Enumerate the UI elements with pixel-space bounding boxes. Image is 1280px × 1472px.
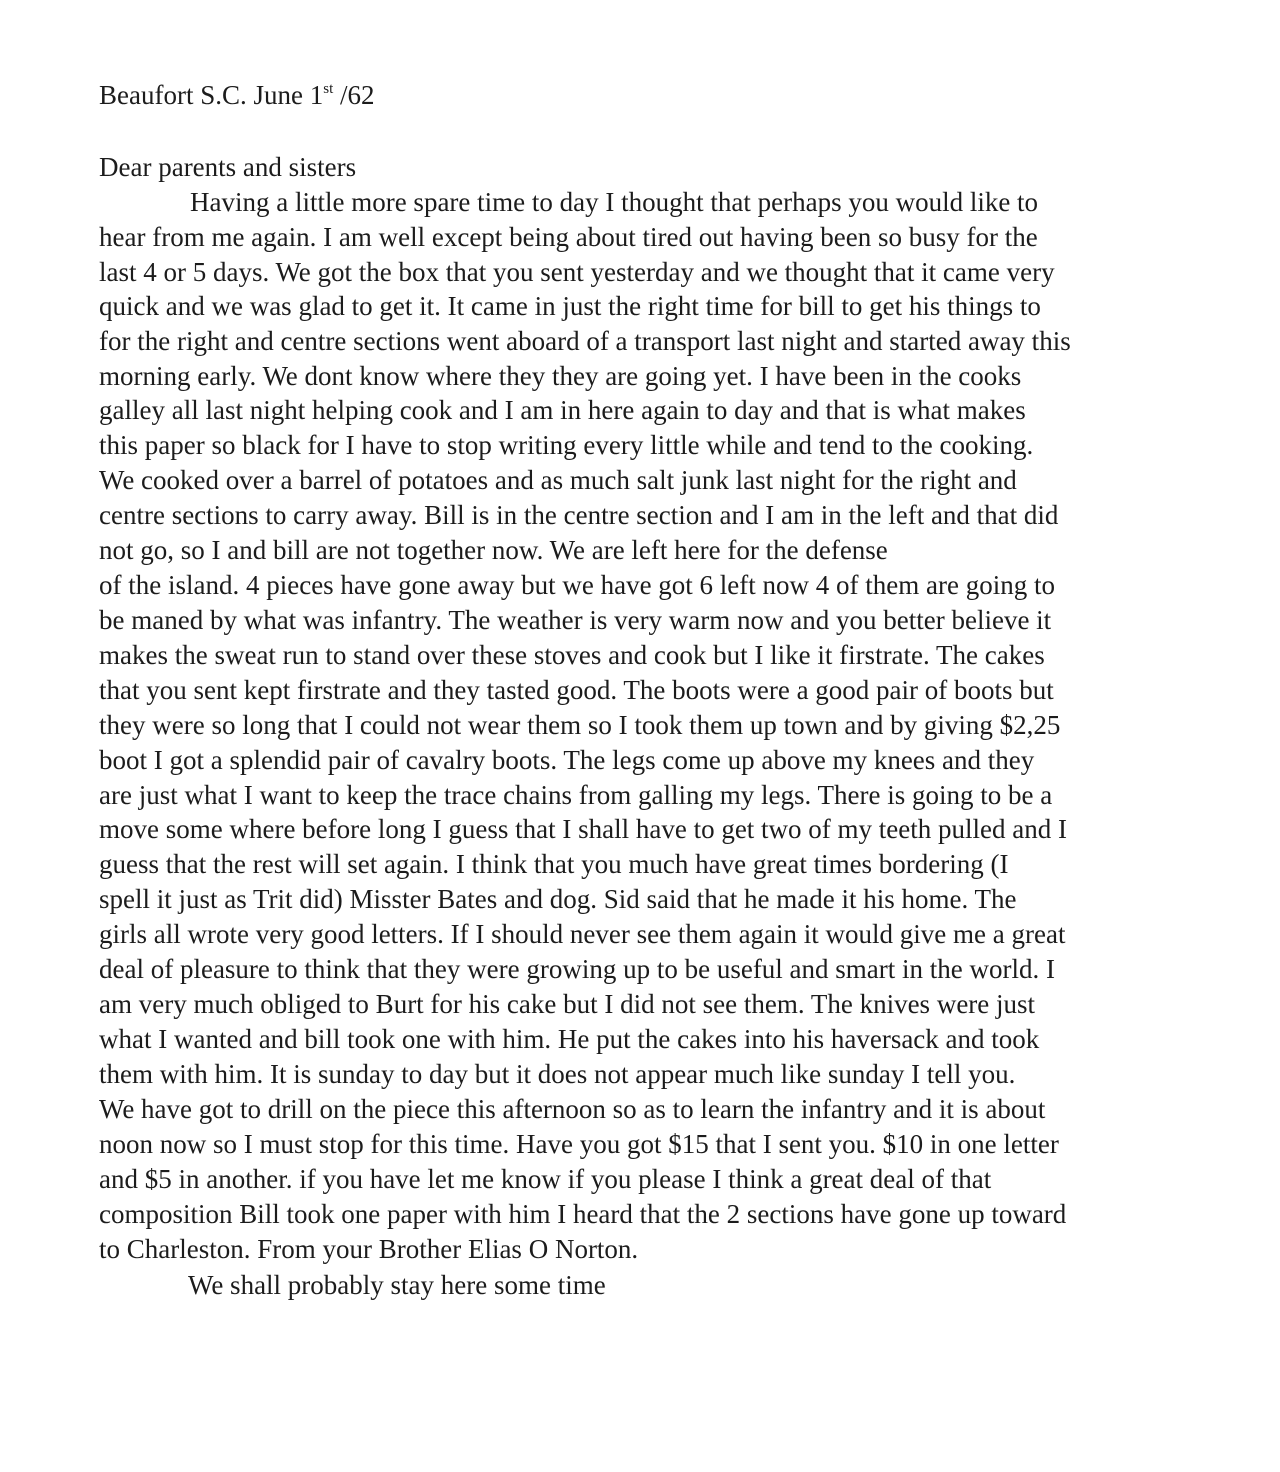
date-ordinal-superscript: st	[323, 81, 334, 97]
letter-line: are just what I want to keep the trace chains from galling my legs. There is going to be a	[99, 780, 1053, 810]
letter-line: move some where before long I guess that I shall have to get two of my teeth pulled and I	[99, 814, 1067, 844]
letter-postscript: We shall probably stay here some time	[188, 1270, 606, 1300]
letter-line: what I wanted and bill took one with him. He put the cakes into his haversack and took	[99, 1024, 1040, 1054]
letter-salutation: Dear parents and sisters	[99, 152, 357, 182]
letter-line: them with him. It is sunday to day but it does not appear much like sunday I tell you.	[99, 1059, 1016, 1089]
letter-line: quick and we was glad to get it. It came in just the right time for bill to get his things to	[99, 291, 1041, 321]
letter-line: guess that the rest will set again. I think that you much have great times bordering (I	[99, 849, 1009, 879]
letter-line: morning early. We dont know where they they are going yet. I have been in the cooks	[99, 361, 1022, 391]
letter-line: We cooked over a barrel of potatoes and as much salt junk last night for the right and	[99, 465, 1017, 495]
letter-place-date: Beaufort S.C. June 1	[99, 80, 324, 110]
letter-line: for the right and centre sections went aboard of a transport last night and started away this	[99, 326, 1071, 356]
letter-line: of the island. 4 pieces have gone away but we have got 6 left now 4 of them are going to	[99, 570, 1055, 600]
letter-line: spell it just as Trit did) Misster Bates and dog. Sid said that he made it his home. The	[99, 884, 1017, 914]
letter-line: centre sections to carry away. Bill is in the centre section and I am in the left and that did	[99, 500, 1059, 530]
letter-line: am very much obliged to Burt for his cake but I did not see them. The knives were just	[99, 989, 1036, 1019]
letter-line: they were so long that I could not wear them so I took them up town and by giving $2,25	[99, 710, 1061, 740]
letter-line: hear from me again. I am well except being about tired out having been so busy for the	[99, 222, 1038, 252]
letter-signature-line: to Charleston. From your Brother Elias O Norton.	[99, 1234, 639, 1264]
letter-line: We have got to drill on the piece this afternoon so as to learn the infantry and it is about	[99, 1094, 1046, 1124]
letter-line: girls all wrote very good letters. If I should never see them again it would give me a great	[99, 919, 1066, 949]
letter-line: not go, so I and bill are not together now. We are left here for the defense	[99, 535, 888, 565]
letter-line: that you sent kept firstrate and they tasted good. The boots were a good pair of boots but	[99, 675, 1054, 705]
letter-line: noon now so I must stop for this time. Have you got $15 that I sent you. $10 in one letter	[99, 1129, 1059, 1159]
letter-line: makes the sweat run to stand over these stoves and cook but I like it firstrate. The cakes	[99, 640, 1045, 670]
letter-line: and $5 in another. if you have let me know if you please I think a great deal of that	[99, 1164, 992, 1194]
letter-line: this paper so black for I have to stop writing every little while and tend to the cooking.	[99, 430, 1034, 460]
letter-line: be maned by what was infantry. The weather is very warm now and you better believe it	[99, 605, 1052, 635]
letter-line: deal of pleasure to think that they were growing up to be useful and smart in the world. I	[99, 954, 1055, 984]
letter-year: /62	[333, 80, 375, 110]
letter-line: boot I got a splendid pair of cavalry boots. The legs come up above my knees and they	[99, 745, 1035, 775]
letter-line: last 4 or 5 days. We got the box that you sent yesterday and we thought that it came very	[99, 257, 1055, 287]
letter-line: Having a little more spare time to day I thought that perhaps you would like to	[190, 187, 1039, 217]
letter-line: galley all last night helping cook and I am in here again to day and that is what makes	[99, 395, 1026, 425]
letter-line: composition Bill took one paper with him I heard that the 2 sections have gone up toward	[99, 1199, 1067, 1229]
